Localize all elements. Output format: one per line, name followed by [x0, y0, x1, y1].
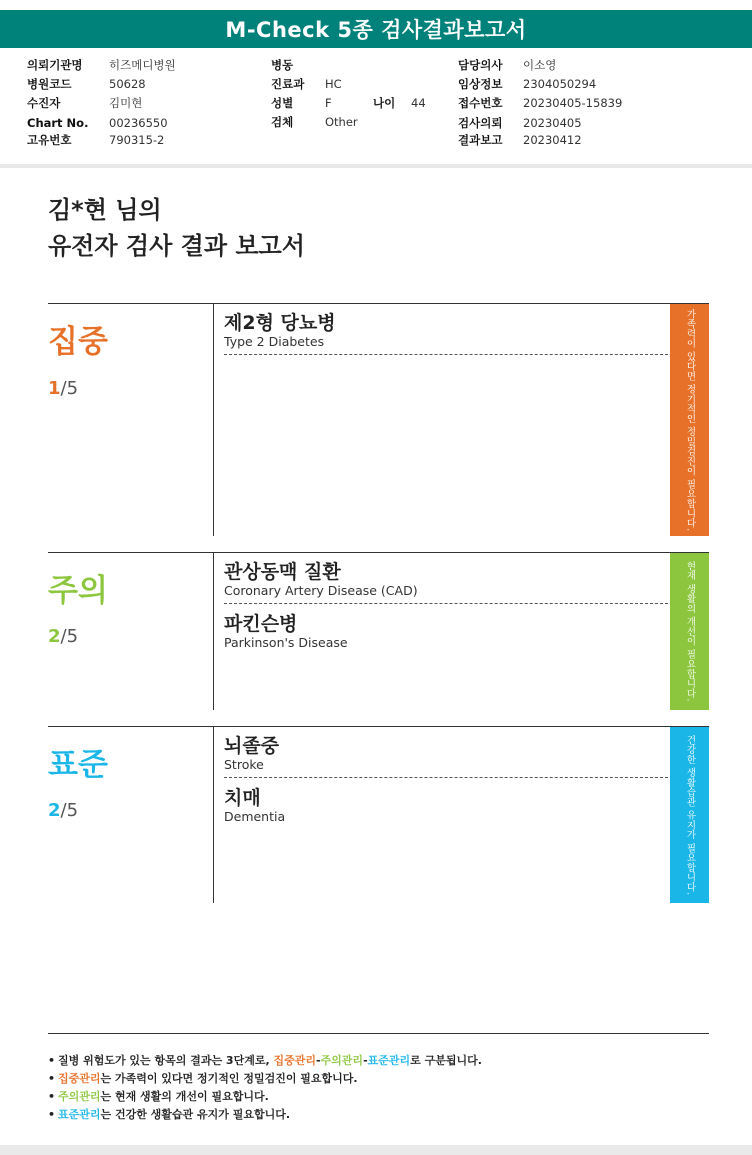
- disease-list: [224, 304, 668, 356]
- section-count-total: /5: [60, 800, 79, 821]
- dashed-divider: [224, 354, 668, 355]
- side-note-bar-caution: [670, 553, 709, 710]
- side-note-text: 가족력이 있다면 정기적인 정밀검진이 필요합니다.: [684, 308, 696, 532]
- disease-item: [224, 304, 668, 356]
- bullet-icon: •: [48, 1090, 56, 1103]
- disease-list: [224, 727, 668, 831]
- legend-note: [48, 1088, 482, 1106]
- info-value: HC: [325, 77, 342, 91]
- disease-item: [224, 605, 668, 657]
- note-standard-label: 표준관리: [367, 1054, 411, 1067]
- side-note-text: 현재 생활의 개선이 필요합니다.: [684, 561, 696, 702]
- info-label: 임상정보: [458, 77, 503, 91]
- info-value: 50628: [109, 77, 146, 91]
- info-value: 00236550: [109, 116, 168, 130]
- info-value: F: [325, 96, 332, 110]
- note-caution-label: 주의관리: [320, 1054, 364, 1067]
- disease-name-ko: 관상동맥 질환: [224, 561, 341, 583]
- disease-name-ko: 뇌졸중: [224, 735, 280, 757]
- info-label: 수진자: [27, 96, 61, 110]
- section-label-column: [48, 304, 214, 536]
- note-text: 는 건강한 생활습관 유지가 필요합니다.: [100, 1108, 291, 1121]
- info-label: Chart No.: [27, 116, 89, 130]
- info-value: 20230412: [523, 133, 582, 147]
- footer-divider: [48, 1033, 709, 1034]
- section-count: [48, 378, 78, 399]
- info-label: 성별: [271, 96, 294, 110]
- section-title: 집중: [48, 324, 108, 360]
- age-value: 44: [411, 96, 426, 110]
- disease-name-en: Coronary Artery Disease (CAD): [224, 583, 418, 598]
- section-title: 주의: [48, 573, 108, 609]
- report-title-bar: [0, 10, 752, 48]
- info-value: 이소영: [523, 58, 557, 72]
- disease-item: [224, 553, 668, 605]
- section-count-total: /5: [60, 378, 79, 399]
- section-label-column: [48, 553, 214, 710]
- info-value: 20230405: [523, 116, 582, 130]
- note-focus-label: 집중관리: [58, 1072, 101, 1085]
- section-count-number: 2: [48, 800, 61, 821]
- info-label: 병동: [271, 58, 294, 72]
- info-label: 병원코드: [27, 77, 72, 91]
- bullet-icon: •: [48, 1108, 56, 1121]
- section-count: [48, 626, 78, 647]
- age-label: 나이: [373, 96, 396, 110]
- info-label: 검사의뢰: [458, 116, 503, 130]
- section-focus: [48, 303, 709, 536]
- headline-name: 김*현 님의: [48, 196, 162, 224]
- headline-subtitle: 유전자 검사 결과 보고서: [48, 232, 305, 260]
- patient-info-grid: [0, 48, 752, 165]
- info-label: 검체: [271, 115, 294, 129]
- info-label: 접수번호: [458, 96, 503, 110]
- note-standard-label: 표준관리: [58, 1108, 101, 1121]
- note-separator: -: [363, 1054, 368, 1067]
- info-label: 의뢰기관명: [27, 58, 83, 72]
- note-text: 질병 위험도가 있는 항목의 결과는 3단계로,: [58, 1054, 274, 1067]
- section-count-total: /5: [60, 626, 79, 647]
- side-note-bar-focus: [670, 304, 709, 536]
- note-text: 로 구분됩니다.: [410, 1054, 482, 1067]
- section-caution: [48, 552, 709, 710]
- info-label: 진료과: [271, 77, 305, 91]
- info-label: 담당의사: [458, 58, 503, 72]
- disease-name-en: Stroke: [224, 757, 264, 772]
- legend-note: [48, 1070, 482, 1088]
- bullet-icon: •: [48, 1072, 56, 1085]
- info-value: Other: [325, 115, 358, 129]
- info-value: 히즈메디병원: [109, 58, 176, 72]
- legend-notes: [48, 1052, 482, 1124]
- note-text: 는 현재 생활의 개선이 필요합니다.: [100, 1090, 269, 1103]
- section-count-number: 1: [48, 378, 61, 399]
- dashed-divider: [224, 777, 668, 778]
- report-title: M-Check 5종 검사결과보고서: [225, 18, 527, 42]
- note-caution-label: 주의관리: [58, 1090, 101, 1103]
- info-value: 2304050294: [523, 77, 597, 91]
- disease-name-en: Type 2 Diabetes: [224, 334, 325, 349]
- side-note-text: 건강한 생활습관 유지가 필요합니다.: [684, 734, 696, 896]
- disease-list: [224, 553, 668, 657]
- section-count: [48, 800, 78, 821]
- side-note-bar-standard: [670, 727, 709, 903]
- section-count-number: 2: [48, 626, 61, 647]
- note-separator: -: [315, 1054, 321, 1067]
- section-standard: [48, 726, 709, 903]
- section-label-column: [48, 727, 214, 903]
- page-bottom-band: [0, 1145, 752, 1155]
- header-divider-band: [0, 164, 752, 168]
- info-value: 김미현: [109, 96, 143, 110]
- report-headline: [48, 192, 305, 264]
- note-text: 는 가족력이 있다면 정기적인 정밀검진이 필요합니다.: [100, 1072, 358, 1085]
- disease-name-ko: 제2형 당뇨병: [224, 312, 336, 334]
- disease-name-ko: 치매: [224, 787, 261, 809]
- info-value: 20230405-15839: [523, 96, 623, 110]
- bullet-icon: •: [48, 1054, 56, 1067]
- info-value: 790315-2: [109, 133, 165, 147]
- info-label: 결과보고: [458, 133, 503, 147]
- disease-item: [224, 727, 668, 779]
- legend-note: [48, 1106, 482, 1124]
- legend-note: [48, 1052, 482, 1070]
- info-label: 고유번호: [27, 133, 72, 147]
- disease-name-en: Parkinson's Disease: [224, 635, 348, 650]
- dashed-divider: [224, 603, 668, 604]
- disease-item: [224, 779, 668, 831]
- disease-name-en: Dementia: [224, 809, 286, 824]
- note-focus-label: 집중관리: [273, 1054, 316, 1067]
- section-title: 표준: [48, 747, 108, 783]
- disease-name-ko: 파킨슨병: [224, 613, 298, 635]
